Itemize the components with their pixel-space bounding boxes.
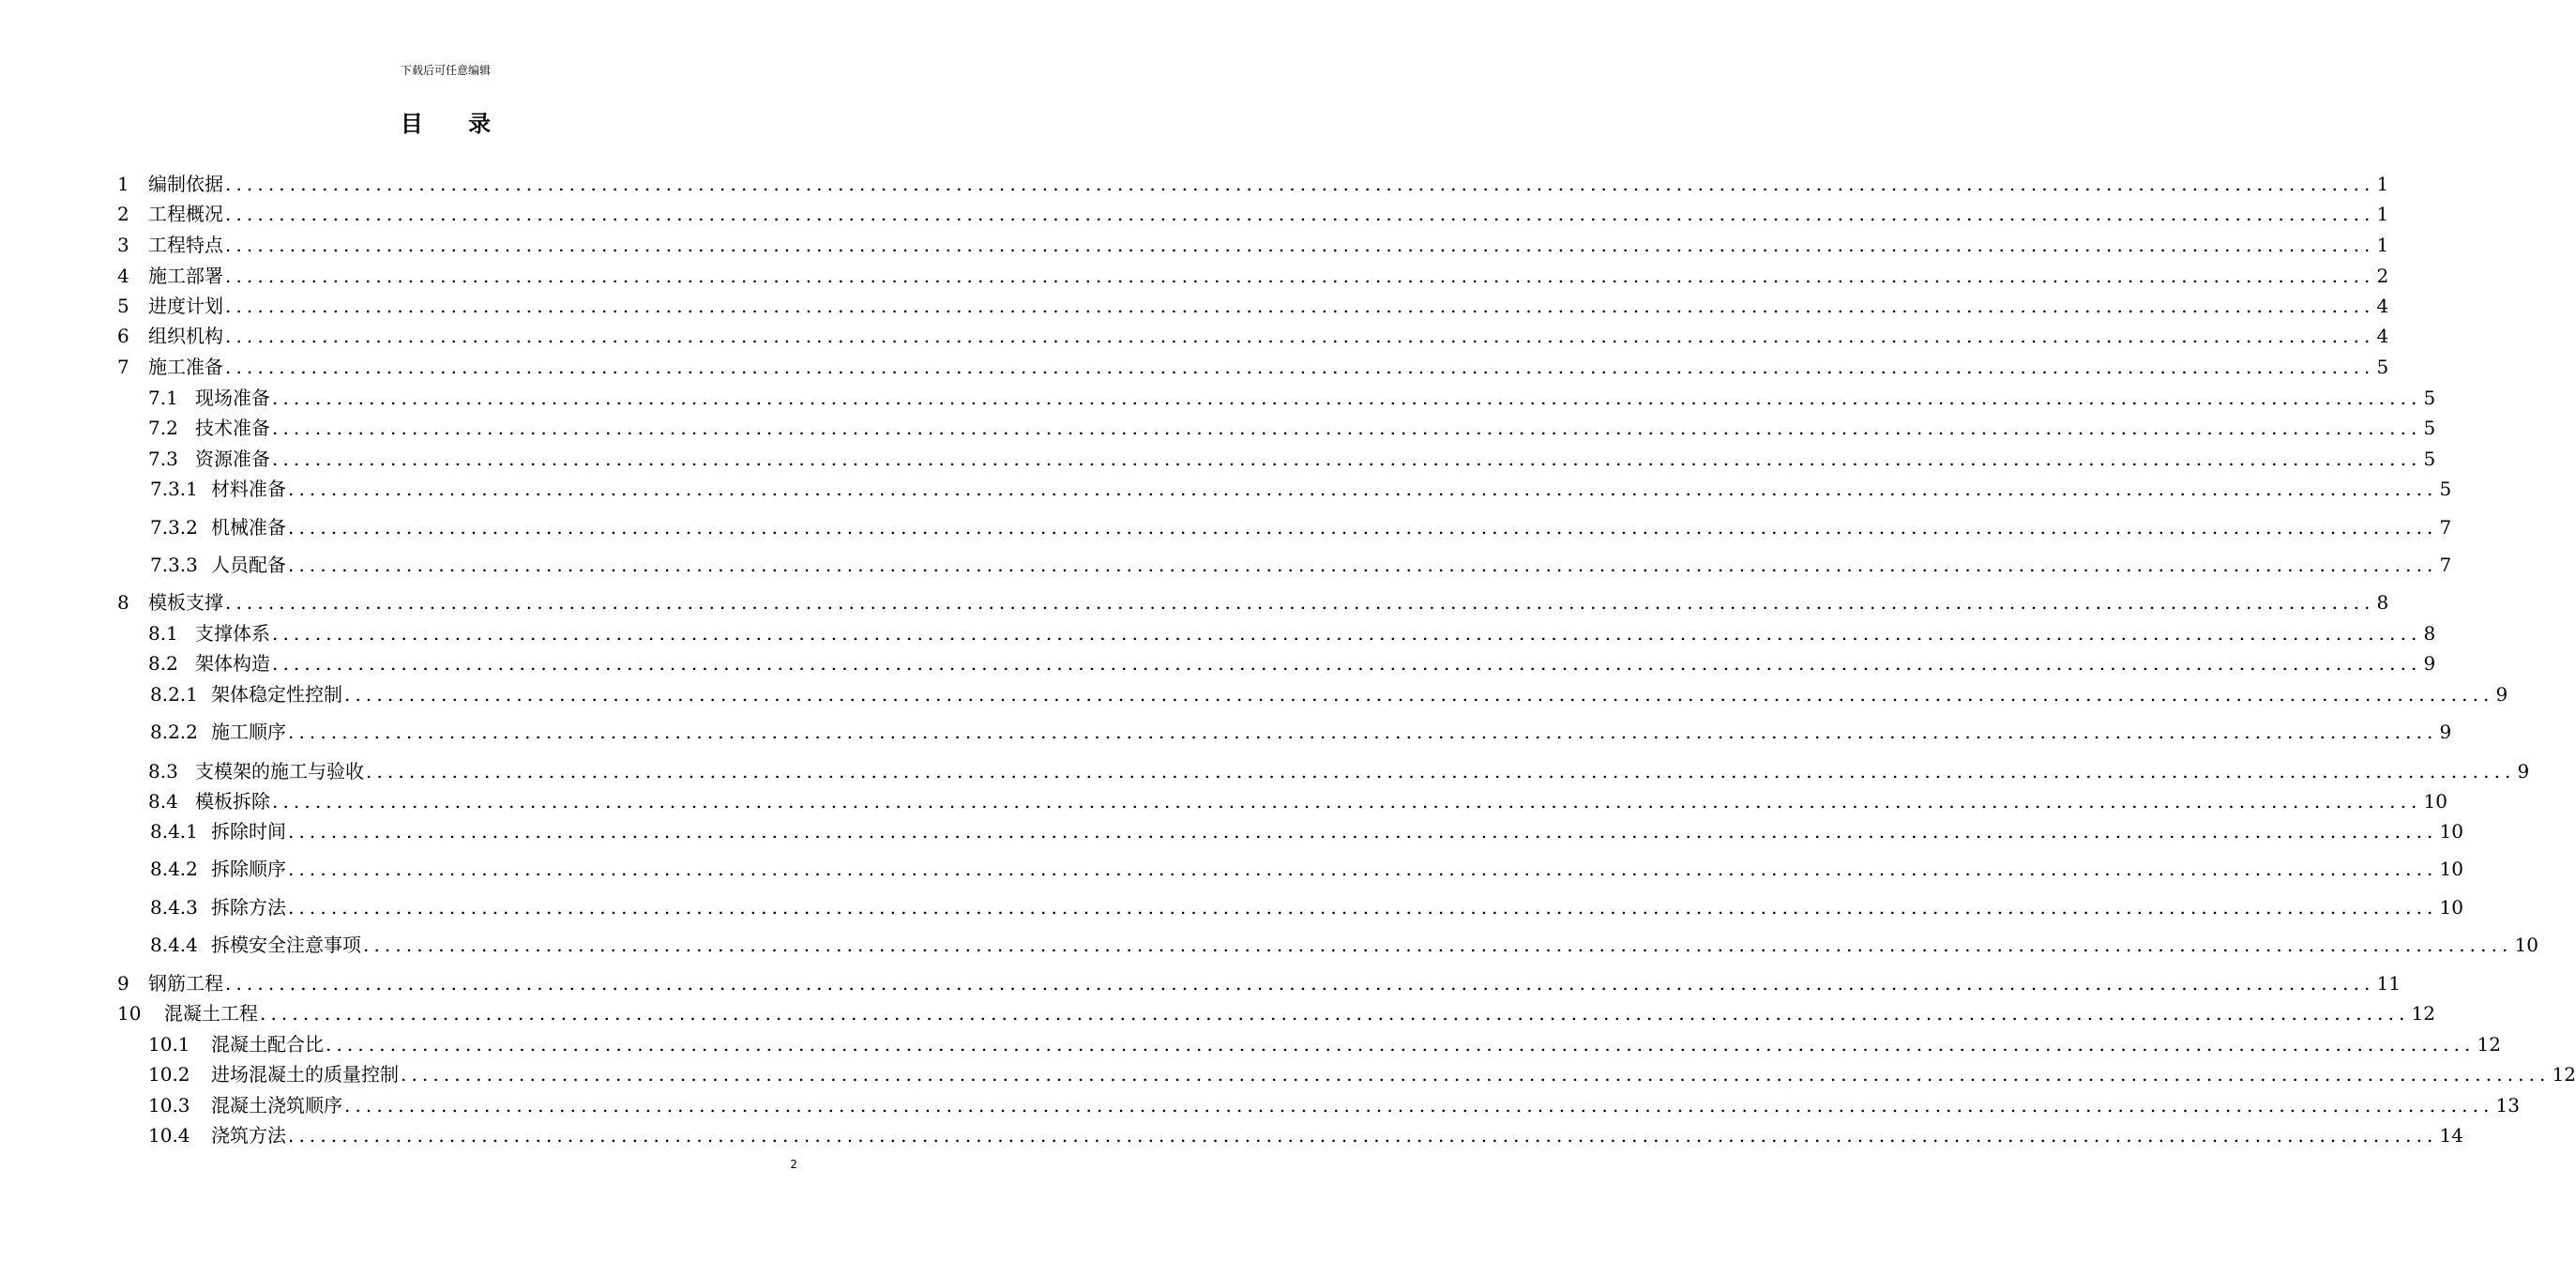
toc-entry-page: 9 <box>2423 652 2436 675</box>
toc-entry-number: 8.4 <box>148 790 178 813</box>
toc-entry-label: 组织机构 <box>148 325 223 347</box>
toc-entry[interactable] <box>148 648 2436 676</box>
toc-entry-label: 模板拆除 <box>195 790 270 813</box>
page-number: 2 <box>790 1158 797 1171</box>
toc-entry-label: 混凝土浇筑顺序 <box>211 1094 342 1117</box>
toc-entry-number: 7.1 <box>148 387 178 409</box>
toc-leader-dots: ........................................................................................................................................................................................................ <box>225 234 2375 256</box>
toc-leader-dots: ........................................................................................................................................................................................................ <box>272 790 2422 813</box>
toc-entry[interactable] <box>117 998 2435 1026</box>
toc-leader-dots: ........................................................................................................................................................................................................ <box>288 1124 2438 1147</box>
toc-entry[interactable] <box>148 1090 2520 1118</box>
toc-entry-number: 4 <box>117 265 129 287</box>
toc-entry-label: 工程概况 <box>148 203 223 225</box>
toc-entry-number: 5 <box>117 295 129 317</box>
toc-entry-label: 拆除方法 <box>211 896 286 919</box>
toc-entry-number: 9 <box>117 972 129 995</box>
toc-entry[interactable] <box>117 321 2389 349</box>
toc-entry-label: 混凝土配合比 <box>211 1033 324 1056</box>
toc-entry-number: 2 <box>117 203 129 225</box>
toc-entry[interactable] <box>117 199 2389 227</box>
toc-title: 目 录 <box>400 111 510 137</box>
toc-entry-number: 8.4.1 <box>150 820 198 843</box>
toc-entry-page: 7 <box>2439 554 2452 576</box>
toc-entry-page: 5 <box>2423 417 2436 439</box>
toc-entry-label: 材料准备 <box>211 478 286 500</box>
toc-entry-number: 10.2 <box>148 1063 190 1086</box>
toc-leader-dots: ........................................................................................................................................................................................................ <box>225 972 2375 995</box>
toc-leader-dots: ........................................................................................................................................................................................................ <box>272 652 2422 675</box>
toc-entry-page: 12 <box>2552 1063 2576 1086</box>
toc-entry-label: 进度计划 <box>148 295 223 317</box>
toc-leader-dots: ........................................................................................................................................................................................................ <box>225 325 2375 347</box>
toc-entry-number: 8.4.2 <box>150 858 198 880</box>
toc-entry[interactable] <box>150 930 2538 958</box>
toc-entry-page: 8 <box>2376 591 2389 614</box>
toc-entry-number: 10 <box>117 1002 142 1025</box>
toc-entry-page: 14 <box>2439 1124 2463 1147</box>
toc-entry[interactable] <box>117 968 2401 996</box>
toc-leader-dots: ........................................................................................................................................................................................................ <box>260 1002 2410 1025</box>
toc-entry-label: 编制依据 <box>148 173 223 195</box>
toc-entry-page: 9 <box>2439 721 2452 743</box>
toc-entry-label: 人员配备 <box>211 554 286 576</box>
toc-entry-page: 8 <box>2423 622 2436 645</box>
toc-entry-number: 7.3 <box>148 448 178 470</box>
toc-leader-dots: ........................................................................................................................................................................................................ <box>344 1094 2494 1117</box>
toc-leader-dots: ........................................................................................................................................................................................................ <box>288 554 2438 576</box>
toc-entry[interactable] <box>150 474 2452 502</box>
toc-entry-page: 1 <box>2376 203 2389 225</box>
toc-leader-dots: ........................................................................................................................................................................................................ <box>288 858 2438 880</box>
toc-leader-dots: ........................................................................................................................................................................................................ <box>225 356 2375 378</box>
toc-entry[interactable] <box>117 261 2389 289</box>
toc-entry[interactable] <box>150 717 2452 745</box>
toc-entry-label: 现场准备 <box>195 387 270 409</box>
toc-entry-page: 12 <box>2411 1002 2435 1025</box>
toc-entry-number: 8.4.3 <box>150 896 198 919</box>
toc-entry-number: 8.3 <box>148 760 178 782</box>
toc-entry-page: 4 <box>2376 295 2389 317</box>
toc-entry[interactable] <box>148 444 2436 472</box>
toc-leader-dots: ........................................................................................................................................................................................................ <box>326 1033 2476 1056</box>
toc-leader-dots: ........................................................................................................................................................................................................ <box>272 417 2422 439</box>
toc-entry[interactable] <box>148 1120 2463 1148</box>
toc-entry-page: 9 <box>2517 760 2530 782</box>
toc-entry[interactable] <box>150 892 2463 920</box>
toc-entry-number: 7.3.2 <box>150 516 198 539</box>
toc-entry[interactable] <box>148 413 2436 441</box>
toc-entry-number: 7.3.3 <box>150 554 198 576</box>
toc-entry-label: 施工部署 <box>148 265 223 287</box>
toc-leader-dots: ........................................................................................................................................................................................................ <box>366 760 2516 782</box>
toc-leader-dots: ........................................................................................................................................................................................................ <box>363 934 2513 956</box>
toc-entry-page: 7 <box>2439 516 2452 539</box>
toc-entry[interactable] <box>150 854 2463 882</box>
toc-entry-number: 10.1 <box>148 1033 190 1056</box>
toc-leader-dots: ........................................................................................................................................................................................................ <box>272 622 2422 645</box>
toc-leader-dots: ........................................................................................................................................................................................................ <box>288 478 2438 500</box>
toc-entry-page: 1 <box>2376 173 2389 195</box>
toc-entry[interactable] <box>117 169 2389 197</box>
toc-entry-label: 进场混凝土的质量控制 <box>211 1063 399 1086</box>
toc-entry-label: 架体构造 <box>195 652 270 675</box>
toc-entry[interactable] <box>117 230 2389 258</box>
toc-entry-label: 施工准备 <box>148 356 223 378</box>
toc-entry[interactable] <box>150 679 2508 707</box>
toc-entry-label: 浇筑方法 <box>211 1124 286 1147</box>
toc-entry[interactable] <box>148 383 2436 411</box>
toc-entry[interactable] <box>148 786 2447 814</box>
toc-entry-number: 10.4 <box>148 1124 190 1147</box>
toc-entry-label: 拆除时间 <box>211 820 286 843</box>
toc-entry-label: 支撑体系 <box>195 622 270 645</box>
toc-entry-number: 8.2.1 <box>150 683 198 706</box>
toc-entry-page: 5 <box>2376 356 2389 378</box>
toc-entry-number: 3 <box>117 234 129 256</box>
toc-entry-label: 支模架的施工与验收 <box>195 760 364 782</box>
toc-entry[interactable] <box>148 1059 2576 1087</box>
toc-entry-page: 9 <box>2495 683 2508 706</box>
toc-entry-label: 资源准备 <box>195 448 270 470</box>
toc-entry[interactable] <box>148 618 2436 646</box>
toc-leader-dots: ........................................................................................................................................................................................................ <box>288 896 2438 919</box>
toc-entry-page: 10 <box>2439 896 2463 919</box>
toc-entry-page: 1 <box>2376 234 2389 256</box>
toc-entry-page: 4 <box>2376 325 2389 347</box>
toc-entry-page: 10 <box>2423 790 2447 813</box>
toc-entry[interactable] <box>117 352 2389 380</box>
toc-entry-number: 8.2 <box>148 652 178 675</box>
toc-entry-number: 10.3 <box>148 1094 190 1117</box>
toc-entry-number: 8.4.4 <box>150 934 198 956</box>
toc-entry-label: 施工顺序 <box>211 721 286 743</box>
toc-leader-dots: ........................................................................................................................................................................................................ <box>288 820 2438 843</box>
toc-entry-number: 8 <box>117 591 129 614</box>
toc-entry[interactable] <box>117 291 2389 319</box>
toc-entry-label: 模板支撑 <box>148 591 223 614</box>
toc-entry-page: 11 <box>2376 972 2401 995</box>
toc-entry-label: 拆模安全注意事项 <box>211 934 361 956</box>
toc-entry-number: 8.1 <box>148 622 178 645</box>
toc-entry-number: 8.2.2 <box>150 721 198 743</box>
toc-entry[interactable] <box>150 816 2463 844</box>
toc-entry-number: 7.3.1 <box>150 478 198 500</box>
toc-entry-label: 拆除顺序 <box>211 858 286 880</box>
toc-entry-page: 5 <box>2439 478 2452 500</box>
toc-entry[interactable] <box>148 1029 2501 1057</box>
toc-entry-page: 13 <box>2495 1094 2520 1117</box>
toc-entry-number: 6 <box>117 325 129 347</box>
toc-entry-page: 10 <box>2514 934 2538 956</box>
toc-entry-number: 7.2 <box>148 417 178 439</box>
toc-entry[interactable] <box>150 550 2452 578</box>
toc-leader-dots: ........................................................................................................................................................................................................ <box>344 683 2494 706</box>
toc-entry[interactable] <box>150 512 2452 540</box>
toc-entry-page: 5 <box>2423 448 2436 470</box>
toc-entry-label: 混凝土工程 <box>164 1002 258 1025</box>
toc-entry-page: 2 <box>2376 265 2389 287</box>
toc-entry-number: 7 <box>117 356 129 378</box>
toc-leader-dots: ........................................................................................................................................................................................................ <box>272 448 2422 470</box>
toc-leader-dots: ........................................................................................................................................................................................................ <box>288 721 2438 743</box>
page-header: 下载后可任意编辑 <box>400 64 491 77</box>
toc-entry-number: 1 <box>117 173 129 195</box>
toc-entry-page: 10 <box>2439 820 2463 843</box>
toc-leader-dots: ........................................................................................................................................................................................................ <box>225 295 2375 317</box>
toc-leader-dots: ........................................................................................................................................................................................................ <box>401 1063 2551 1086</box>
toc-entry-page: 10 <box>2439 858 2463 880</box>
toc-entry-label: 机械准备 <box>211 516 286 539</box>
toc-entry-label: 工程特点 <box>148 234 223 256</box>
toc-entry[interactable] <box>148 756 2530 784</box>
toc-leader-dots: ........................................................................................................................................................................................................ <box>272 387 2422 409</box>
toc-entry-page: 12 <box>2477 1033 2501 1056</box>
toc-entry-label: 技术准备 <box>195 417 270 439</box>
toc-leader-dots: ........................................................................................................................................................................................................ <box>288 516 2438 539</box>
toc-leader-dots: ........................................................................................................................................................................................................ <box>225 173 2375 195</box>
toc-entry[interactable] <box>117 587 2389 615</box>
toc-entry-label: 钢筋工程 <box>148 972 223 995</box>
toc-entry-label: 架体稳定性控制 <box>211 683 342 706</box>
toc-leader-dots: ........................................................................................................................................................................................................ <box>225 591 2375 614</box>
toc-leader-dots: ........................................................................................................................................................................................................ <box>225 203 2375 225</box>
toc-leader-dots: ........................................................................................................................................................................................................ <box>225 265 2375 287</box>
toc-entry-page: 5 <box>2423 387 2436 409</box>
